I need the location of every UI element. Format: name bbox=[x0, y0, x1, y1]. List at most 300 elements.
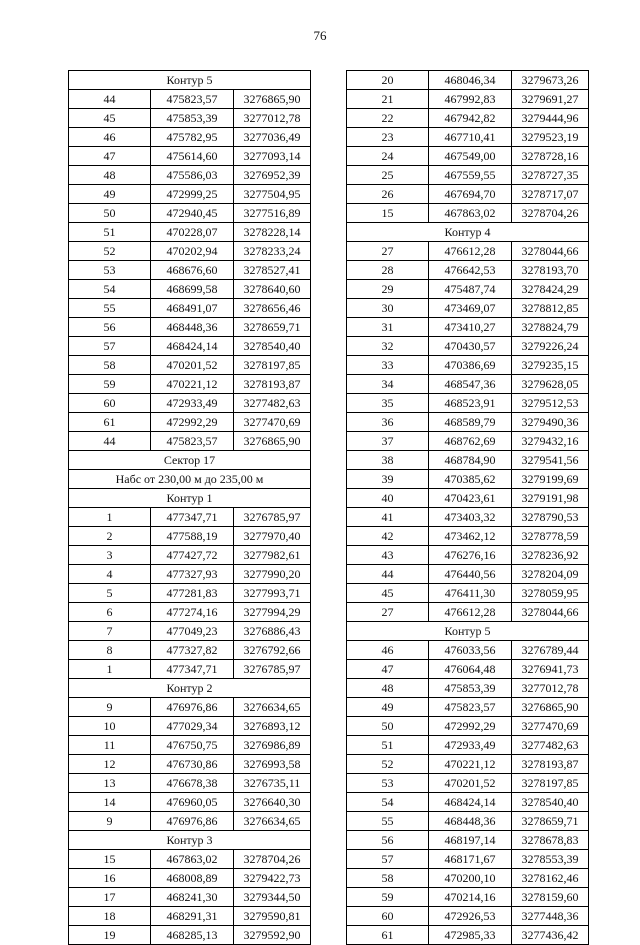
table-row bbox=[69, 242, 311, 261]
table-row bbox=[69, 147, 311, 166]
y-coordinate-cell: 3276865,90 bbox=[234, 432, 311, 451]
point-number-cell: 45 bbox=[69, 109, 151, 128]
x-coordinate-cell: 477274,16 bbox=[151, 603, 234, 622]
point-number-cell: 34 bbox=[347, 375, 429, 394]
point-number-cell: 15 bbox=[347, 204, 429, 223]
x-coordinate-cell: 472999,25 bbox=[151, 185, 234, 204]
y-coordinate-cell: 3278228,14 bbox=[234, 223, 311, 242]
section-title: Контур 1 bbox=[69, 489, 311, 508]
y-coordinate-cell: 3278233,24 bbox=[234, 242, 311, 261]
y-coordinate-cell: 3276886,43 bbox=[234, 622, 311, 641]
y-coordinate-cell: 3278540,40 bbox=[234, 337, 311, 356]
coordinates-table-left-body bbox=[69, 71, 311, 945]
point-number-cell: 43 bbox=[347, 546, 429, 565]
table-row bbox=[347, 736, 589, 755]
section-header-row bbox=[347, 223, 589, 242]
x-coordinate-cell: 467863,02 bbox=[151, 850, 234, 869]
table-row bbox=[69, 394, 311, 413]
x-coordinate-cell: 470221,12 bbox=[429, 755, 512, 774]
y-coordinate-cell: 3278044,66 bbox=[512, 603, 589, 622]
y-coordinate-cell: 3277470,69 bbox=[512, 717, 589, 736]
y-coordinate-cell: 3276785,97 bbox=[234, 508, 311, 527]
point-number-cell: 13 bbox=[69, 774, 151, 793]
section-title: Набс от 230,00 м до 235,00 м bbox=[69, 470, 311, 489]
point-number-cell: 1 bbox=[69, 660, 151, 679]
table-row bbox=[347, 584, 589, 603]
table-row bbox=[347, 717, 589, 736]
table-row bbox=[69, 907, 311, 926]
point-number-cell: 44 bbox=[69, 432, 151, 451]
x-coordinate-cell: 468547,36 bbox=[429, 375, 512, 394]
x-coordinate-cell: 470201,52 bbox=[151, 356, 234, 375]
x-coordinate-cell: 477347,71 bbox=[151, 660, 234, 679]
point-number-cell: 28 bbox=[347, 261, 429, 280]
point-number-cell: 11 bbox=[69, 736, 151, 755]
y-coordinate-cell: 3278527,41 bbox=[234, 261, 311, 280]
table-row bbox=[69, 755, 311, 774]
x-coordinate-cell: 476612,28 bbox=[429, 603, 512, 622]
table-row bbox=[347, 869, 589, 888]
y-coordinate-cell: 3278162,46 bbox=[512, 869, 589, 888]
y-coordinate-cell: 3276993,58 bbox=[234, 755, 311, 774]
x-coordinate-cell: 477327,93 bbox=[151, 565, 234, 584]
y-coordinate-cell: 3276735,11 bbox=[234, 774, 311, 793]
x-coordinate-cell: 475487,74 bbox=[429, 280, 512, 299]
point-number-cell: 46 bbox=[347, 641, 429, 660]
point-number-cell: 15 bbox=[69, 850, 151, 869]
y-coordinate-cell: 3278778,59 bbox=[512, 527, 589, 546]
table-row bbox=[69, 793, 311, 812]
y-coordinate-cell: 3277470,69 bbox=[234, 413, 311, 432]
x-coordinate-cell: 468676,60 bbox=[151, 261, 234, 280]
section-title: Контур 3 bbox=[69, 831, 311, 850]
x-coordinate-cell: 468448,36 bbox=[151, 318, 234, 337]
table-row bbox=[347, 793, 589, 812]
y-coordinate-cell: 3276789,44 bbox=[512, 641, 589, 660]
x-coordinate-cell: 472985,33 bbox=[429, 926, 512, 945]
y-coordinate-cell: 3277036,49 bbox=[234, 128, 311, 147]
point-number-cell: 21 bbox=[347, 90, 429, 109]
y-coordinate-cell: 3278704,26 bbox=[512, 204, 589, 223]
y-coordinate-cell: 3277436,42 bbox=[512, 926, 589, 945]
point-number-cell: 22 bbox=[347, 109, 429, 128]
table-row bbox=[69, 812, 311, 831]
point-number-cell: 48 bbox=[69, 166, 151, 185]
point-number-cell: 31 bbox=[347, 318, 429, 337]
y-coordinate-cell: 3276986,89 bbox=[234, 736, 311, 755]
point-number-cell: 52 bbox=[69, 242, 151, 261]
section-title: Контур 5 bbox=[69, 71, 311, 90]
section-title: Контур 4 bbox=[347, 223, 589, 242]
y-coordinate-cell: 3278704,26 bbox=[234, 850, 311, 869]
x-coordinate-cell: 468008,89 bbox=[151, 869, 234, 888]
section-header-row bbox=[69, 71, 311, 90]
point-number-cell: 10 bbox=[69, 717, 151, 736]
point-number-cell: 38 bbox=[347, 451, 429, 470]
point-number-cell: 25 bbox=[347, 166, 429, 185]
point-number-cell: 4 bbox=[69, 565, 151, 584]
x-coordinate-cell: 468589,79 bbox=[429, 413, 512, 432]
x-coordinate-cell: 467710,41 bbox=[429, 128, 512, 147]
point-number-cell: 3 bbox=[69, 546, 151, 565]
x-coordinate-cell: 470214,16 bbox=[429, 888, 512, 907]
table-row bbox=[347, 565, 589, 584]
y-coordinate-cell: 3277012,78 bbox=[512, 679, 589, 698]
table-row bbox=[69, 698, 311, 717]
table-row bbox=[347, 451, 589, 470]
point-number-cell: 60 bbox=[69, 394, 151, 413]
table-row bbox=[347, 546, 589, 565]
x-coordinate-cell: 477588,19 bbox=[151, 527, 234, 546]
point-number-cell: 51 bbox=[69, 223, 151, 242]
y-coordinate-cell: 3276952,39 bbox=[234, 166, 311, 185]
y-coordinate-cell: 3279592,90 bbox=[234, 926, 311, 945]
x-coordinate-cell: 477427,72 bbox=[151, 546, 234, 565]
x-coordinate-cell: 467694,70 bbox=[429, 185, 512, 204]
x-coordinate-cell: 473469,07 bbox=[429, 299, 512, 318]
point-number-cell: 55 bbox=[347, 812, 429, 831]
y-coordinate-cell: 3278812,85 bbox=[512, 299, 589, 318]
table-row bbox=[69, 717, 311, 736]
point-number-cell: 12 bbox=[69, 755, 151, 774]
point-number-cell: 44 bbox=[69, 90, 151, 109]
point-number-cell: 23 bbox=[347, 128, 429, 147]
x-coordinate-cell: 473403,32 bbox=[429, 508, 512, 527]
y-coordinate-cell: 3278044,66 bbox=[512, 242, 589, 261]
table-row bbox=[69, 736, 311, 755]
y-coordinate-cell: 3278193,70 bbox=[512, 261, 589, 280]
point-number-cell: 61 bbox=[347, 926, 429, 945]
x-coordinate-cell: 472992,29 bbox=[151, 413, 234, 432]
y-coordinate-cell: 3277993,71 bbox=[234, 584, 311, 603]
point-number-cell: 29 bbox=[347, 280, 429, 299]
point-number-cell: 57 bbox=[69, 337, 151, 356]
x-coordinate-cell: 475823,57 bbox=[151, 432, 234, 451]
y-coordinate-cell: 3278553,39 bbox=[512, 850, 589, 869]
table-row bbox=[347, 679, 589, 698]
y-coordinate-cell: 3279432,16 bbox=[512, 432, 589, 451]
x-coordinate-cell: 475823,57 bbox=[429, 698, 512, 717]
x-coordinate-cell: 476411,30 bbox=[429, 584, 512, 603]
table-row bbox=[69, 337, 311, 356]
x-coordinate-cell: 472933,49 bbox=[151, 394, 234, 413]
point-number-cell: 16 bbox=[69, 869, 151, 888]
coordinates-table-left bbox=[68, 70, 311, 945]
point-number-cell: 46 bbox=[69, 128, 151, 147]
x-coordinate-cell: 472940,45 bbox=[151, 204, 234, 223]
point-number-cell: 47 bbox=[347, 660, 429, 679]
y-coordinate-cell: 3276792,66 bbox=[234, 641, 311, 660]
y-coordinate-cell: 3279541,56 bbox=[512, 451, 589, 470]
point-number-cell: 61 bbox=[69, 413, 151, 432]
x-coordinate-cell: 468699,58 bbox=[151, 280, 234, 299]
y-coordinate-cell: 3277482,63 bbox=[234, 394, 311, 413]
point-number-cell: 30 bbox=[347, 299, 429, 318]
x-coordinate-cell: 467549,00 bbox=[429, 147, 512, 166]
y-coordinate-cell: 3278193,87 bbox=[234, 375, 311, 394]
section-header-row bbox=[69, 679, 311, 698]
point-number-cell: 2 bbox=[69, 527, 151, 546]
x-coordinate-cell: 470423,61 bbox=[429, 489, 512, 508]
y-coordinate-cell: 3276865,90 bbox=[234, 90, 311, 109]
table-row bbox=[69, 774, 311, 793]
table-row bbox=[69, 603, 311, 622]
table-row bbox=[69, 869, 311, 888]
x-coordinate-cell: 477347,71 bbox=[151, 508, 234, 527]
x-coordinate-cell: 470202,94 bbox=[151, 242, 234, 261]
x-coordinate-cell: 468046,34 bbox=[429, 71, 512, 90]
table-row bbox=[69, 546, 311, 565]
table-row bbox=[69, 660, 311, 679]
x-coordinate-cell: 476440,56 bbox=[429, 565, 512, 584]
table-row bbox=[69, 185, 311, 204]
x-coordinate-cell: 476678,38 bbox=[151, 774, 234, 793]
section-header-row bbox=[69, 470, 311, 489]
table-row bbox=[347, 527, 589, 546]
table-row bbox=[347, 413, 589, 432]
point-number-cell: 36 bbox=[347, 413, 429, 432]
table-row bbox=[69, 204, 311, 223]
table-row bbox=[347, 698, 589, 717]
point-number-cell: 37 bbox=[347, 432, 429, 451]
x-coordinate-cell: 468784,90 bbox=[429, 451, 512, 470]
y-coordinate-cell: 3277093,14 bbox=[234, 147, 311, 166]
y-coordinate-cell: 3279226,24 bbox=[512, 337, 589, 356]
x-coordinate-cell: 467559,55 bbox=[429, 166, 512, 185]
y-coordinate-cell: 3279490,36 bbox=[512, 413, 589, 432]
y-coordinate-cell: 3279628,05 bbox=[512, 375, 589, 394]
y-coordinate-cell: 3279590,81 bbox=[234, 907, 311, 926]
table-row bbox=[69, 318, 311, 337]
section-title: Сектор 17 bbox=[69, 451, 311, 470]
point-number-cell: 60 bbox=[347, 907, 429, 926]
y-coordinate-cell: 3278540,40 bbox=[512, 793, 589, 812]
y-coordinate-cell: 3276634,65 bbox=[234, 812, 311, 831]
table-row bbox=[347, 755, 589, 774]
x-coordinate-cell: 473410,27 bbox=[429, 318, 512, 337]
table-row bbox=[347, 432, 589, 451]
point-number-cell: 33 bbox=[347, 356, 429, 375]
table-row bbox=[69, 223, 311, 242]
table-row bbox=[347, 641, 589, 660]
point-number-cell: 52 bbox=[347, 755, 429, 774]
point-number-cell: 14 bbox=[69, 793, 151, 812]
point-number-cell: 8 bbox=[69, 641, 151, 660]
x-coordinate-cell: 476033,56 bbox=[429, 641, 512, 660]
point-number-cell: 54 bbox=[347, 793, 429, 812]
table-row bbox=[347, 337, 589, 356]
point-number-cell: 27 bbox=[347, 242, 429, 261]
y-coordinate-cell: 3277982,61 bbox=[234, 546, 311, 565]
y-coordinate-cell: 3279235,15 bbox=[512, 356, 589, 375]
y-coordinate-cell: 3279199,69 bbox=[512, 470, 589, 489]
point-number-cell: 45 bbox=[347, 584, 429, 603]
y-coordinate-cell: 3279512,53 bbox=[512, 394, 589, 413]
y-coordinate-cell: 3277482,63 bbox=[512, 736, 589, 755]
x-coordinate-cell: 468241,30 bbox=[151, 888, 234, 907]
x-coordinate-cell: 476642,53 bbox=[429, 261, 512, 280]
point-number-cell: 48 bbox=[347, 679, 429, 698]
y-coordinate-cell: 3279344,50 bbox=[234, 888, 311, 907]
point-number-cell: 41 bbox=[347, 508, 429, 527]
y-coordinate-cell: 3279191,98 bbox=[512, 489, 589, 508]
table-row bbox=[347, 185, 589, 204]
x-coordinate-cell: 476750,75 bbox=[151, 736, 234, 755]
y-coordinate-cell: 3277504,95 bbox=[234, 185, 311, 204]
x-coordinate-cell: 477029,34 bbox=[151, 717, 234, 736]
point-number-cell: 53 bbox=[347, 774, 429, 793]
y-coordinate-cell: 3279691,27 bbox=[512, 90, 589, 109]
table-row bbox=[347, 508, 589, 527]
table-row bbox=[347, 812, 589, 831]
table-row bbox=[347, 375, 589, 394]
section-header-row bbox=[69, 451, 311, 470]
table-row bbox=[347, 470, 589, 489]
table-row bbox=[69, 622, 311, 641]
y-coordinate-cell: 3277516,89 bbox=[234, 204, 311, 223]
point-number-cell: 40 bbox=[347, 489, 429, 508]
x-coordinate-cell: 468424,14 bbox=[429, 793, 512, 812]
y-coordinate-cell: 3278790,53 bbox=[512, 508, 589, 527]
table-row bbox=[347, 660, 589, 679]
point-number-cell: 42 bbox=[347, 527, 429, 546]
table-row bbox=[347, 356, 589, 375]
point-number-cell: 26 bbox=[347, 185, 429, 204]
x-coordinate-cell: 477327,82 bbox=[151, 641, 234, 660]
table-row bbox=[69, 584, 311, 603]
table-row bbox=[347, 888, 589, 907]
x-coordinate-cell: 475586,03 bbox=[151, 166, 234, 185]
x-coordinate-cell: 468762,69 bbox=[429, 432, 512, 451]
table-row bbox=[347, 394, 589, 413]
y-coordinate-cell: 3278659,71 bbox=[512, 812, 589, 831]
y-coordinate-cell: 3278656,46 bbox=[234, 299, 311, 318]
table-row bbox=[69, 413, 311, 432]
table-row bbox=[347, 774, 589, 793]
point-number-cell: 35 bbox=[347, 394, 429, 413]
point-number-cell: 56 bbox=[69, 318, 151, 337]
y-coordinate-cell: 3278717,07 bbox=[512, 185, 589, 204]
table-row bbox=[347, 299, 589, 318]
table-row bbox=[347, 489, 589, 508]
table-row bbox=[69, 375, 311, 394]
y-coordinate-cell: 3278197,85 bbox=[512, 774, 589, 793]
point-number-cell: 53 bbox=[69, 261, 151, 280]
table-row bbox=[69, 128, 311, 147]
table-row bbox=[69, 356, 311, 375]
coordinates-table-right bbox=[346, 70, 589, 945]
table-row bbox=[347, 128, 589, 147]
table-row bbox=[69, 641, 311, 660]
x-coordinate-cell: 472992,29 bbox=[429, 717, 512, 736]
table-row bbox=[347, 90, 589, 109]
y-coordinate-cell: 3277448,36 bbox=[512, 907, 589, 926]
x-coordinate-cell: 476976,86 bbox=[151, 698, 234, 717]
table-row bbox=[347, 242, 589, 261]
y-coordinate-cell: 3278727,35 bbox=[512, 166, 589, 185]
x-coordinate-cell: 473462,12 bbox=[429, 527, 512, 546]
y-coordinate-cell: 3278678,83 bbox=[512, 831, 589, 850]
point-number-cell: 50 bbox=[347, 717, 429, 736]
y-coordinate-cell: 3276634,65 bbox=[234, 698, 311, 717]
table-row bbox=[69, 432, 311, 451]
table-row bbox=[347, 71, 589, 90]
x-coordinate-cell: 468285,13 bbox=[151, 926, 234, 945]
table-row bbox=[69, 299, 311, 318]
table-row bbox=[69, 527, 311, 546]
table-row bbox=[69, 166, 311, 185]
y-coordinate-cell: 3276865,90 bbox=[512, 698, 589, 717]
table-row bbox=[347, 907, 589, 926]
y-coordinate-cell: 3278640,60 bbox=[234, 280, 311, 299]
x-coordinate-cell: 476612,28 bbox=[429, 242, 512, 261]
y-coordinate-cell: 3278236,92 bbox=[512, 546, 589, 565]
point-number-cell: 7 bbox=[69, 622, 151, 641]
y-coordinate-cell: 3278424,29 bbox=[512, 280, 589, 299]
x-coordinate-cell: 468448,36 bbox=[429, 812, 512, 831]
table-row bbox=[69, 109, 311, 128]
x-coordinate-cell: 476976,86 bbox=[151, 812, 234, 831]
y-coordinate-cell: 3279422,73 bbox=[234, 869, 311, 888]
point-number-cell: 24 bbox=[347, 147, 429, 166]
x-coordinate-cell: 468291,31 bbox=[151, 907, 234, 926]
table-row bbox=[347, 603, 589, 622]
y-coordinate-cell: 3278197,85 bbox=[234, 356, 311, 375]
x-coordinate-cell: 470430,57 bbox=[429, 337, 512, 356]
x-coordinate-cell: 472926,53 bbox=[429, 907, 512, 926]
y-coordinate-cell: 3276893,12 bbox=[234, 717, 311, 736]
y-coordinate-cell: 3277970,40 bbox=[234, 527, 311, 546]
page-number: 76 bbox=[313, 28, 327, 43]
x-coordinate-cell: 476960,05 bbox=[151, 793, 234, 812]
table-row bbox=[347, 147, 589, 166]
point-number-cell: 55 bbox=[69, 299, 151, 318]
point-number-cell: 49 bbox=[69, 185, 151, 204]
section-header-row bbox=[69, 831, 311, 850]
table-row bbox=[69, 280, 311, 299]
point-number-cell: 50 bbox=[69, 204, 151, 223]
y-coordinate-cell: 3278659,71 bbox=[234, 318, 311, 337]
table-row bbox=[347, 831, 589, 850]
x-coordinate-cell: 468424,14 bbox=[151, 337, 234, 356]
y-coordinate-cell: 3279523,19 bbox=[512, 128, 589, 147]
table-row bbox=[347, 926, 589, 945]
x-coordinate-cell: 468523,91 bbox=[429, 394, 512, 413]
y-coordinate-cell: 3278728,16 bbox=[512, 147, 589, 166]
point-number-cell: 51 bbox=[347, 736, 429, 755]
y-coordinate-cell: 3278059,95 bbox=[512, 584, 589, 603]
x-coordinate-cell: 475614,60 bbox=[151, 147, 234, 166]
x-coordinate-cell: 475823,57 bbox=[151, 90, 234, 109]
table-row bbox=[69, 261, 311, 280]
point-number-cell: 49 bbox=[347, 698, 429, 717]
section-title: Контур 5 bbox=[347, 622, 589, 641]
x-coordinate-cell: 472933,49 bbox=[429, 736, 512, 755]
point-number-cell: 58 bbox=[69, 356, 151, 375]
point-number-cell: 44 bbox=[347, 565, 429, 584]
table-row bbox=[69, 850, 311, 869]
table-row bbox=[347, 166, 589, 185]
x-coordinate-cell: 470221,12 bbox=[151, 375, 234, 394]
point-number-cell: 20 bbox=[347, 71, 429, 90]
table-row bbox=[347, 318, 589, 337]
x-coordinate-cell: 468491,07 bbox=[151, 299, 234, 318]
coordinates-table-right-body bbox=[347, 71, 589, 945]
point-number-cell: 9 bbox=[69, 812, 151, 831]
x-coordinate-cell: 467992,83 bbox=[429, 90, 512, 109]
table-row bbox=[69, 508, 311, 527]
x-coordinate-cell: 476276,16 bbox=[429, 546, 512, 565]
